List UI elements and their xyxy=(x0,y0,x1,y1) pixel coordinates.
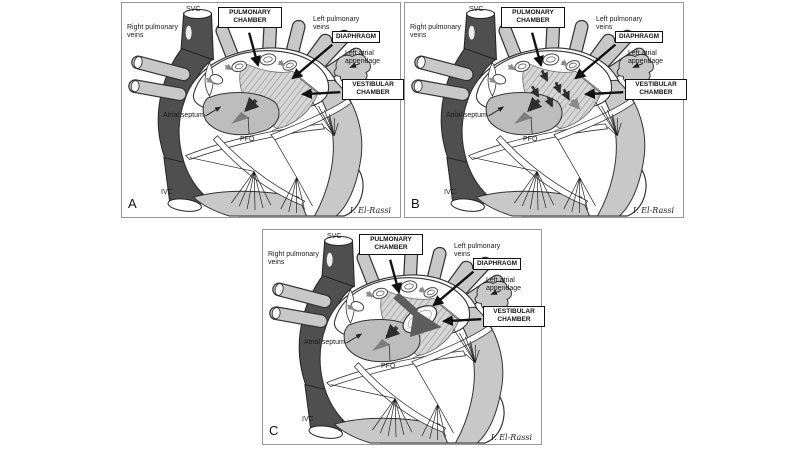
ivc-label: IVC xyxy=(161,189,173,196)
diaphragm-label: DIAPHRAGM xyxy=(332,31,380,43)
left-atrial-appendage-label: Left atrial appendage xyxy=(486,277,522,293)
ivc-label: IVC xyxy=(302,416,314,423)
left-pulmonary-veins-label: Left pulmonary veins xyxy=(313,16,360,32)
left-pulmonary-veins-label: Left pulmonary veins xyxy=(596,16,643,32)
pulmonary-chamber-label: PULMONARY CHAMBER xyxy=(218,7,282,28)
figure-panel-b xyxy=(404,2,684,218)
vestibular-chamber-label: VESTIBULAR CHAMBER xyxy=(342,79,404,100)
pulmonary-chamber-label: PULMONARY CHAMBER xyxy=(359,234,423,255)
atrial-septum-label: Atrial septum xyxy=(446,112,487,119)
pfo-label: PFO xyxy=(523,136,538,143)
svc-label: SVC xyxy=(469,6,484,13)
panel-letter: C xyxy=(269,423,279,438)
atrial-septum-label: Atrial septum xyxy=(163,112,204,119)
figure-panel-a xyxy=(121,2,401,218)
left-atrial-appendage-label: Left atrial appendage xyxy=(345,50,381,66)
vestibular-chamber-label: VESTIBULAR CHAMBER xyxy=(483,306,545,327)
ivc-label: IVC xyxy=(444,189,456,196)
svc-label: SVC xyxy=(327,233,342,240)
left-pulmonary-veins-label: Left pulmonary veins xyxy=(454,243,501,259)
right-pulmonary-veins-label: Right pulmonary veins xyxy=(127,24,178,40)
illustrator-signature: I. El-Rassi xyxy=(490,433,532,442)
panel-letter: A xyxy=(128,196,137,211)
panel-letter: B xyxy=(411,196,420,211)
diaphragm-label: DIAPHRAGM xyxy=(473,258,521,270)
atrial-septum-label: Atrial septum xyxy=(304,339,345,346)
svc-label: SVC xyxy=(186,6,201,13)
pulmonary-chamber-label: PULMONARY CHAMBER xyxy=(501,7,565,28)
illustrator-signature: I. El-Rassi xyxy=(632,206,674,215)
pfo-label: PFO xyxy=(381,363,396,370)
vestibular-chamber-label: VESTIBULAR CHAMBER xyxy=(625,79,687,100)
illustrator-signature: I. El-Rassi xyxy=(349,206,391,215)
left-atrial-appendage-label: Left atrial appendage xyxy=(628,50,664,66)
diaphragm-label: DIAPHRAGM xyxy=(615,31,663,43)
pfo-label: PFO xyxy=(240,136,255,143)
figure-panel-c xyxy=(262,229,542,445)
right-pulmonary-veins-label: Right pulmonary veins xyxy=(410,24,461,40)
right-pulmonary-veins-label: Right pulmonary veins xyxy=(268,251,319,267)
